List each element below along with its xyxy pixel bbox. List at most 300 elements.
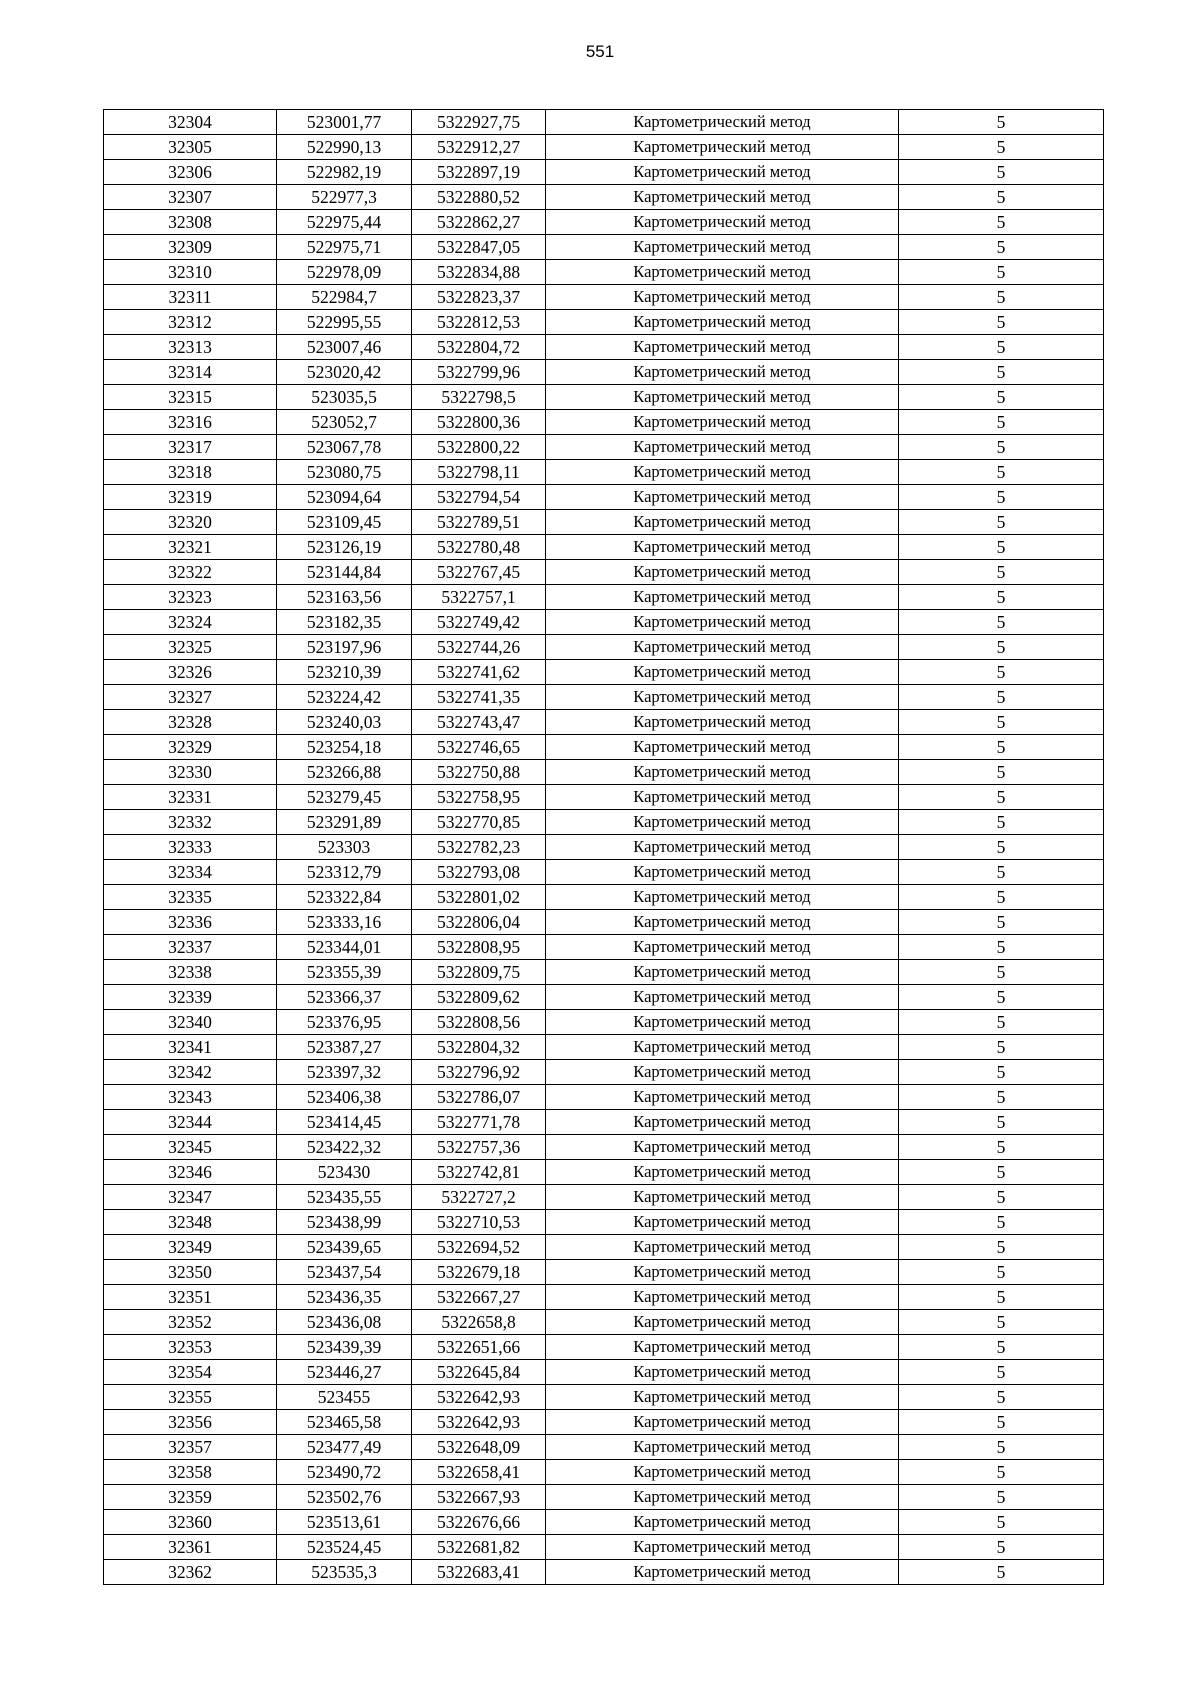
y-coordinate-cell: 5322782,23: [412, 835, 546, 860]
y-coordinate-cell: 5322799,96: [412, 360, 546, 385]
method-cell: Картометрический метод: [546, 1035, 899, 1060]
accuracy-cell: 5: [899, 1035, 1104, 1060]
accuracy-cell: 5: [899, 1235, 1104, 1260]
point-number-cell: 32328: [104, 710, 277, 735]
method-cell: Картометрический метод: [546, 885, 899, 910]
table-row: [104, 1385, 1104, 1410]
table-row: [104, 1235, 1104, 1260]
table-row: [104, 335, 1104, 360]
point-number-cell: 32308: [104, 210, 277, 235]
method-cell: Картометрический метод: [546, 1210, 899, 1235]
accuracy-cell: 5: [899, 510, 1104, 535]
table-row: [104, 110, 1104, 135]
y-coordinate-cell: 5322812,53: [412, 310, 546, 335]
accuracy-cell: 5: [899, 910, 1104, 935]
x-coordinate-cell: 523144,84: [277, 560, 412, 585]
x-coordinate-cell: 523163,56: [277, 585, 412, 610]
method-cell: Картометрический метод: [546, 1060, 899, 1085]
method-cell: Картометрический метод: [546, 110, 899, 135]
point-number-cell: 32326: [104, 660, 277, 685]
x-coordinate-cell: 523436,08: [277, 1310, 412, 1335]
method-cell: Картометрический метод: [546, 460, 899, 485]
method-cell: Картометрический метод: [546, 1460, 899, 1485]
method-cell: Картометрический метод: [546, 235, 899, 260]
accuracy-cell: 5: [899, 610, 1104, 635]
table-row: [104, 1360, 1104, 1385]
table-row: [104, 135, 1104, 160]
y-coordinate-cell: 5322798,5: [412, 385, 546, 410]
y-coordinate-cell: 5322808,95: [412, 935, 546, 960]
x-coordinate-cell: 523322,84: [277, 885, 412, 910]
point-number-cell: 32323: [104, 585, 277, 610]
table-row: [104, 1285, 1104, 1310]
accuracy-cell: 5: [899, 1435, 1104, 1460]
method-cell: Картометрический метод: [546, 1560, 899, 1585]
y-coordinate-cell: 5322741,35: [412, 685, 546, 710]
table-row: [104, 160, 1104, 185]
point-number-cell: 32348: [104, 1210, 277, 1235]
point-number-cell: 32311: [104, 285, 277, 310]
x-coordinate-cell: 523020,42: [277, 360, 412, 385]
y-coordinate-cell: 5322800,22: [412, 435, 546, 460]
table-row: [104, 260, 1104, 285]
accuracy-cell: 5: [899, 360, 1104, 385]
y-coordinate-cell: 5322809,62: [412, 985, 546, 1010]
point-number-cell: 32343: [104, 1085, 277, 1110]
y-coordinate-cell: 5322658,8: [412, 1310, 546, 1335]
accuracy-cell: 5: [899, 110, 1104, 135]
x-coordinate-cell: 523439,39: [277, 1335, 412, 1360]
accuracy-cell: 5: [899, 735, 1104, 760]
y-coordinate-cell: 5322912,27: [412, 135, 546, 160]
point-number-cell: 32362: [104, 1560, 277, 1585]
x-coordinate-cell: 523035,5: [277, 385, 412, 410]
point-number-cell: 32319: [104, 485, 277, 510]
x-coordinate-cell: 523303: [277, 835, 412, 860]
x-coordinate-cell: 523366,37: [277, 985, 412, 1010]
method-cell: Картометрический метод: [546, 435, 899, 460]
point-number-cell: 32334: [104, 860, 277, 885]
table-row: [104, 960, 1104, 985]
y-coordinate-cell: 5322667,93: [412, 1485, 546, 1510]
table-row: [104, 1210, 1104, 1235]
accuracy-cell: 5: [899, 1210, 1104, 1235]
table-row: [104, 860, 1104, 885]
point-number-cell: 32341: [104, 1035, 277, 1060]
x-coordinate-cell: 522978,09: [277, 260, 412, 285]
method-cell: Картометрический метод: [546, 1310, 899, 1335]
x-coordinate-cell: 523465,58: [277, 1410, 412, 1435]
table-row: [104, 1335, 1104, 1360]
method-cell: Картометрический метод: [546, 860, 899, 885]
accuracy-cell: 5: [899, 260, 1104, 285]
x-coordinate-cell: 523502,76: [277, 1485, 412, 1510]
table-row: [104, 535, 1104, 560]
method-cell: Картометрический метод: [546, 535, 899, 560]
y-coordinate-cell: 5322681,82: [412, 1535, 546, 1560]
table-row: [104, 235, 1104, 260]
accuracy-cell: 5: [899, 335, 1104, 360]
table-row: [104, 385, 1104, 410]
coordinates-table-body: [104, 110, 1104, 1585]
accuracy-cell: 5: [899, 1410, 1104, 1435]
y-coordinate-cell: 5322667,27: [412, 1285, 546, 1310]
x-coordinate-cell: 523080,75: [277, 460, 412, 485]
point-number-cell: 32320: [104, 510, 277, 535]
accuracy-cell: 5: [899, 685, 1104, 710]
point-number-cell: 32352: [104, 1310, 277, 1335]
y-coordinate-cell: 5322749,42: [412, 610, 546, 635]
method-cell: Картометрический метод: [546, 1185, 899, 1210]
table-row: [104, 585, 1104, 610]
y-coordinate-cell: 5322927,75: [412, 110, 546, 135]
method-cell: Картометрический метод: [546, 410, 899, 435]
x-coordinate-cell: 523240,03: [277, 710, 412, 735]
table-row: [104, 1085, 1104, 1110]
x-coordinate-cell: 523355,39: [277, 960, 412, 985]
table-row: [104, 710, 1104, 735]
accuracy-cell: 5: [899, 810, 1104, 835]
accuracy-cell: 5: [899, 835, 1104, 860]
table-row: [104, 460, 1104, 485]
point-number-cell: 32342: [104, 1060, 277, 1085]
y-coordinate-cell: 5322679,18: [412, 1260, 546, 1285]
x-coordinate-cell: 523455: [277, 1385, 412, 1410]
accuracy-cell: 5: [899, 1535, 1104, 1560]
point-number-cell: 32339: [104, 985, 277, 1010]
y-coordinate-cell: 5322897,19: [412, 160, 546, 185]
table-row: [104, 635, 1104, 660]
point-number-cell: 32316: [104, 410, 277, 435]
accuracy-cell: 5: [899, 1085, 1104, 1110]
x-coordinate-cell: 523477,49: [277, 1435, 412, 1460]
table-row: [104, 1110, 1104, 1135]
accuracy-cell: 5: [899, 1360, 1104, 1385]
table-row: [104, 760, 1104, 785]
x-coordinate-cell: 523224,42: [277, 685, 412, 710]
point-number-cell: 32322: [104, 560, 277, 585]
point-number-cell: 32340: [104, 1010, 277, 1035]
y-coordinate-cell: 5322744,26: [412, 635, 546, 660]
method-cell: Картометрический метод: [546, 485, 899, 510]
method-cell: Картометрический метод: [546, 710, 899, 735]
point-number-cell: 32304: [104, 110, 277, 135]
method-cell: Картометрический метод: [546, 585, 899, 610]
method-cell: Картометрический метод: [546, 1410, 899, 1435]
method-cell: Картометрический метод: [546, 360, 899, 385]
x-coordinate-cell: 523254,18: [277, 735, 412, 760]
x-coordinate-cell: 523430: [277, 1160, 412, 1185]
table-row: [104, 285, 1104, 310]
table-row: [104, 1035, 1104, 1060]
x-coordinate-cell: 523126,19: [277, 535, 412, 560]
table-row: [104, 835, 1104, 860]
method-cell: Картометрический метод: [546, 985, 899, 1010]
y-coordinate-cell: 5322806,04: [412, 910, 546, 935]
y-coordinate-cell: 5322658,41: [412, 1460, 546, 1485]
x-coordinate-cell: 522975,44: [277, 210, 412, 235]
y-coordinate-cell: 5322798,11: [412, 460, 546, 485]
table-row: [104, 985, 1104, 1010]
y-coordinate-cell: 5322694,52: [412, 1235, 546, 1260]
point-number-cell: 32353: [104, 1335, 277, 1360]
table-row: [104, 1560, 1104, 1585]
y-coordinate-cell: 5322823,37: [412, 285, 546, 310]
accuracy-cell: 5: [899, 310, 1104, 335]
table-row: [104, 935, 1104, 960]
accuracy-cell: 5: [899, 1110, 1104, 1135]
x-coordinate-cell: 523182,35: [277, 610, 412, 635]
x-coordinate-cell: 523439,65: [277, 1235, 412, 1260]
accuracy-cell: 5: [899, 1060, 1104, 1085]
x-coordinate-cell: 523001,77: [277, 110, 412, 135]
point-number-cell: 32337: [104, 935, 277, 960]
method-cell: Картометрический метод: [546, 1235, 899, 1260]
accuracy-cell: 5: [899, 285, 1104, 310]
method-cell: Картометрический метод: [546, 1160, 899, 1185]
y-coordinate-cell: 5322880,52: [412, 185, 546, 210]
x-coordinate-cell: 523266,88: [277, 760, 412, 785]
accuracy-cell: 5: [899, 185, 1104, 210]
point-number-cell: 32332: [104, 810, 277, 835]
accuracy-cell: 5: [899, 935, 1104, 960]
table-row: [104, 485, 1104, 510]
x-coordinate-cell: 523333,16: [277, 910, 412, 935]
method-cell: Картометрический метод: [546, 285, 899, 310]
point-number-cell: 32309: [104, 235, 277, 260]
accuracy-cell: 5: [899, 710, 1104, 735]
table-row: [104, 885, 1104, 910]
accuracy-cell: 5: [899, 1485, 1104, 1510]
point-number-cell: 32344: [104, 1110, 277, 1135]
y-coordinate-cell: 5322780,48: [412, 535, 546, 560]
x-coordinate-cell: 522984,7: [277, 285, 412, 310]
table-row: [104, 310, 1104, 335]
y-coordinate-cell: 5322808,56: [412, 1010, 546, 1035]
x-coordinate-cell: 523406,38: [277, 1085, 412, 1110]
accuracy-cell: 5: [899, 385, 1104, 410]
table-row: [104, 1010, 1104, 1035]
method-cell: Картометрический метод: [546, 1085, 899, 1110]
point-number-cell: 32310: [104, 260, 277, 285]
point-number-cell: 32345: [104, 1135, 277, 1160]
y-coordinate-cell: 5322741,62: [412, 660, 546, 685]
method-cell: Картометрический метод: [546, 185, 899, 210]
y-coordinate-cell: 5322683,41: [412, 1560, 546, 1585]
accuracy-cell: 5: [899, 785, 1104, 810]
x-coordinate-cell: 523435,55: [277, 1185, 412, 1210]
accuracy-cell: 5: [899, 535, 1104, 560]
method-cell: Картометрический метод: [546, 335, 899, 360]
table-row: [104, 510, 1104, 535]
method-cell: Картометрический метод: [546, 760, 899, 785]
point-number-cell: 32306: [104, 160, 277, 185]
method-cell: Картометрический метод: [546, 785, 899, 810]
table-row: [104, 810, 1104, 835]
x-coordinate-cell: 523446,27: [277, 1360, 412, 1385]
point-number-cell: 32317: [104, 435, 277, 460]
x-coordinate-cell: 523109,45: [277, 510, 412, 535]
table-row: [104, 1510, 1104, 1535]
y-coordinate-cell: 5322758,95: [412, 785, 546, 810]
accuracy-cell: 5: [899, 1335, 1104, 1360]
accuracy-cell: 5: [899, 435, 1104, 460]
point-number-cell: 32314: [104, 360, 277, 385]
accuracy-cell: 5: [899, 1510, 1104, 1535]
method-cell: Картометрический метод: [546, 1435, 899, 1460]
x-coordinate-cell: 523387,27: [277, 1035, 412, 1060]
x-coordinate-cell: 523197,96: [277, 635, 412, 660]
accuracy-cell: 5: [899, 1460, 1104, 1485]
method-cell: Картометрический метод: [546, 1010, 899, 1035]
accuracy-cell: 5: [899, 135, 1104, 160]
y-coordinate-cell: 5322757,1: [412, 585, 546, 610]
y-coordinate-cell: 5322750,88: [412, 760, 546, 785]
point-number-cell: 32307: [104, 185, 277, 210]
point-number-cell: 32355: [104, 1385, 277, 1410]
method-cell: Картометрический метод: [546, 1260, 899, 1285]
accuracy-cell: 5: [899, 985, 1104, 1010]
method-cell: Картометрический метод: [546, 660, 899, 685]
method-cell: Картометрический метод: [546, 1335, 899, 1360]
point-number-cell: 32354: [104, 1360, 277, 1385]
y-coordinate-cell: 5322786,07: [412, 1085, 546, 1110]
y-coordinate-cell: 5322809,75: [412, 960, 546, 985]
y-coordinate-cell: 5322727,2: [412, 1185, 546, 1210]
table-row: [104, 785, 1104, 810]
accuracy-cell: 5: [899, 1260, 1104, 1285]
method-cell: Картометрический метод: [546, 260, 899, 285]
method-cell: Картометрический метод: [546, 735, 899, 760]
accuracy-cell: 5: [899, 660, 1104, 685]
method-cell: Картометрический метод: [546, 310, 899, 335]
accuracy-cell: 5: [899, 460, 1104, 485]
x-coordinate-cell: 523397,32: [277, 1060, 412, 1085]
method-cell: Картометрический метод: [546, 1360, 899, 1385]
method-cell: Картометрический метод: [546, 635, 899, 660]
method-cell: Картометрический метод: [546, 385, 899, 410]
y-coordinate-cell: 5322676,66: [412, 1510, 546, 1535]
point-number-cell: 32336: [104, 910, 277, 935]
point-number-cell: 32338: [104, 960, 277, 985]
y-coordinate-cell: 5322801,02: [412, 885, 546, 910]
page-number: 551: [585, 42, 615, 61]
y-coordinate-cell: 5322645,84: [412, 1360, 546, 1385]
table-row: [104, 210, 1104, 235]
x-coordinate-cell: 522977,3: [277, 185, 412, 210]
x-coordinate-cell: 523438,99: [277, 1210, 412, 1235]
point-number-cell: 32358: [104, 1460, 277, 1485]
method-cell: Картометрический метод: [546, 810, 899, 835]
y-coordinate-cell: 5322767,45: [412, 560, 546, 585]
y-coordinate-cell: 5322651,66: [412, 1335, 546, 1360]
x-coordinate-cell: 523490,72: [277, 1460, 412, 1485]
table-row: [104, 1535, 1104, 1560]
point-number-cell: 32327: [104, 685, 277, 710]
accuracy-cell: 5: [899, 485, 1104, 510]
table-row: [104, 1160, 1104, 1185]
method-cell: Картометрический метод: [546, 685, 899, 710]
x-coordinate-cell: 523422,32: [277, 1135, 412, 1160]
y-coordinate-cell: 5322771,78: [412, 1110, 546, 1135]
method-cell: Картометрический метод: [546, 1135, 899, 1160]
accuracy-cell: 5: [899, 885, 1104, 910]
y-coordinate-cell: 5322642,93: [412, 1385, 546, 1410]
method-cell: Картометрический метод: [546, 1285, 899, 1310]
x-coordinate-cell: 523436,35: [277, 1285, 412, 1310]
y-coordinate-cell: 5322746,65: [412, 735, 546, 760]
accuracy-cell: 5: [899, 760, 1104, 785]
x-coordinate-cell: 523524,45: [277, 1535, 412, 1560]
method-cell: Картометрический метод: [546, 160, 899, 185]
accuracy-cell: 5: [899, 410, 1104, 435]
method-cell: Картометрический метод: [546, 560, 899, 585]
accuracy-cell: 5: [899, 1385, 1104, 1410]
x-coordinate-cell: 523376,95: [277, 1010, 412, 1035]
point-number-cell: 32321: [104, 535, 277, 560]
point-number-cell: 32313: [104, 335, 277, 360]
point-number-cell: 32331: [104, 785, 277, 810]
point-number-cell: 32347: [104, 1185, 277, 1210]
point-number-cell: 32315: [104, 385, 277, 410]
x-coordinate-cell: 523437,54: [277, 1260, 412, 1285]
accuracy-cell: 5: [899, 160, 1104, 185]
method-cell: Картометрический метод: [546, 935, 899, 960]
method-cell: Картометрический метод: [546, 1535, 899, 1560]
table-row: [104, 1060, 1104, 1085]
point-number-cell: 32361: [104, 1535, 277, 1560]
point-number-cell: 32356: [104, 1410, 277, 1435]
accuracy-cell: 5: [899, 1285, 1104, 1310]
table-row: [104, 360, 1104, 385]
accuracy-cell: 5: [899, 1185, 1104, 1210]
accuracy-cell: 5: [899, 560, 1104, 585]
y-coordinate-cell: 5322804,32: [412, 1035, 546, 1060]
table-row: [104, 185, 1104, 210]
x-coordinate-cell: 523414,45: [277, 1110, 412, 1135]
x-coordinate-cell: 522990,13: [277, 135, 412, 160]
point-number-cell: 32325: [104, 635, 277, 660]
x-coordinate-cell: 523279,45: [277, 785, 412, 810]
y-coordinate-cell: 5322847,05: [412, 235, 546, 260]
table-row: [104, 1435, 1104, 1460]
y-coordinate-cell: 5322796,92: [412, 1060, 546, 1085]
point-number-cell: 32305: [104, 135, 277, 160]
accuracy-cell: 5: [899, 210, 1104, 235]
x-coordinate-cell: 523007,46: [277, 335, 412, 360]
point-number-cell: 32349: [104, 1235, 277, 1260]
table-row: [104, 435, 1104, 460]
point-number-cell: 32329: [104, 735, 277, 760]
y-coordinate-cell: 5322793,08: [412, 860, 546, 885]
table-row: [104, 685, 1104, 710]
point-number-cell: 32360: [104, 1510, 277, 1535]
table-row: [104, 910, 1104, 935]
x-coordinate-cell: 523513,61: [277, 1510, 412, 1535]
point-number-cell: 32351: [104, 1285, 277, 1310]
table-row: [104, 1485, 1104, 1510]
point-number-cell: 32333: [104, 835, 277, 860]
point-number-cell: 32350: [104, 1260, 277, 1285]
accuracy-cell: 5: [899, 635, 1104, 660]
method-cell: Картометрический метод: [546, 835, 899, 860]
table-row: [104, 1260, 1104, 1285]
y-coordinate-cell: 5322834,88: [412, 260, 546, 285]
table-row: [104, 560, 1104, 585]
method-cell: Картометрический метод: [546, 910, 899, 935]
accuracy-cell: 5: [899, 860, 1104, 885]
table-row: [104, 1135, 1104, 1160]
